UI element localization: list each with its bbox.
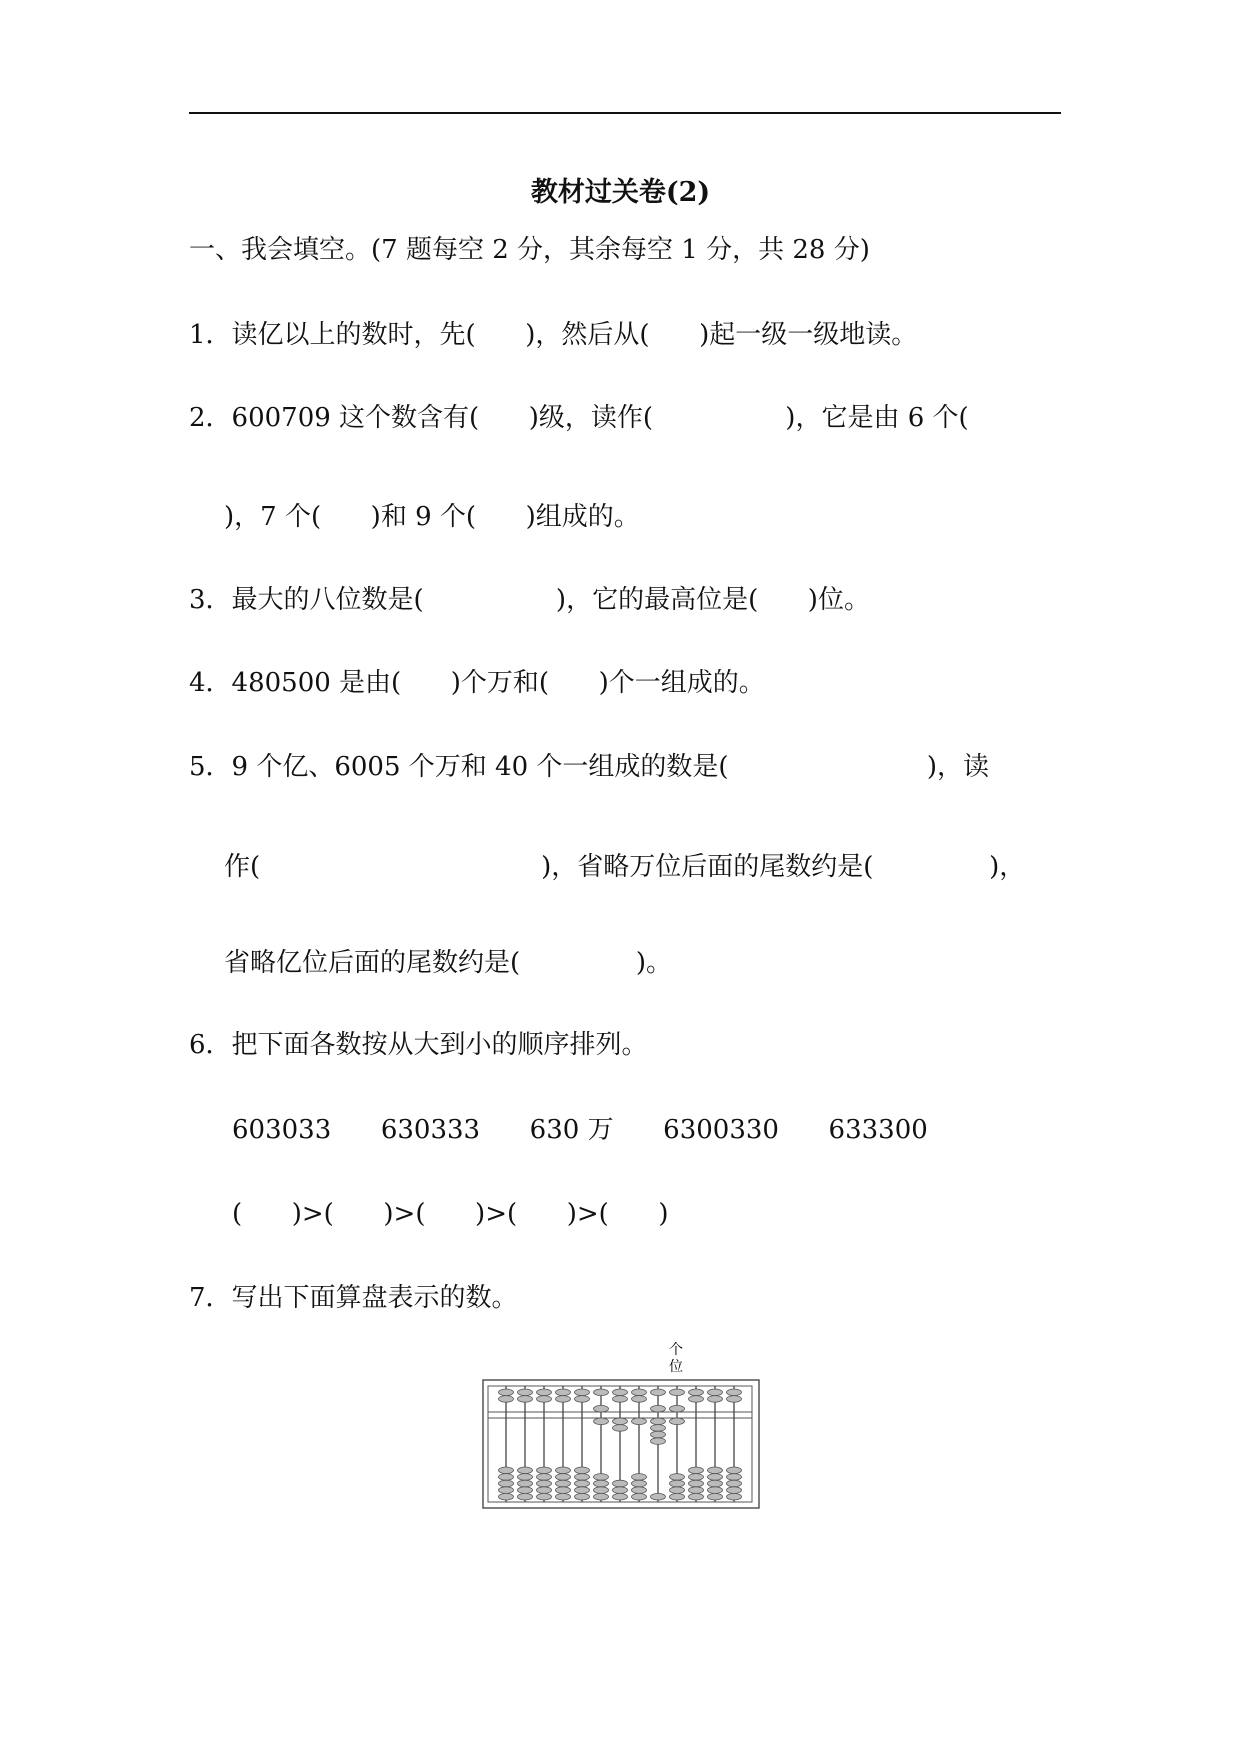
abacus-upper-bead: [670, 1405, 685, 1412]
abacus-upper-bead: [651, 1389, 666, 1396]
abacus-upper-bead: [499, 1396, 514, 1403]
abacus-lower-bead: [575, 1467, 590, 1474]
abacus-lower-bead: [575, 1487, 590, 1494]
abacus-lower-bead: [556, 1493, 571, 1500]
section-heading: 一、我会填空。(7 题每空 2 分，其余每空 1 分，共 28 分): [189, 235, 870, 265]
abacus-lower-bead: [613, 1493, 628, 1500]
abacus-lower-bead: [632, 1480, 647, 1487]
abacus-upper-bead: [499, 1389, 514, 1396]
abacus-upper-bead: [727, 1389, 742, 1396]
abacus-lower-bead: [670, 1493, 685, 1500]
abacus-upper-bead: [708, 1396, 723, 1403]
ones-place-label-bottom: 位: [669, 1359, 683, 1375]
abacus-upper-bead: [518, 1396, 533, 1403]
abacus-upper-bead: [518, 1389, 533, 1396]
abacus-lower-bead: [689, 1480, 704, 1487]
abacus-lower-bead: [689, 1467, 704, 1474]
abacus-lower-bead: [708, 1480, 723, 1487]
abacus-lower-bead: [594, 1487, 609, 1494]
question-6-order-blanks: ( )>( )>( )>( )>( ): [232, 1199, 669, 1229]
abacus-lower-bead: [689, 1493, 704, 1500]
abacus-upper-bead: [651, 1405, 666, 1412]
question-5-cont2: 省略亿位后面的尾数约是( )。: [224, 948, 672, 978]
abacus-lower-bead: [613, 1487, 628, 1494]
abacus-lower-bead: [727, 1480, 742, 1487]
abacus-lower-bead: [556, 1467, 571, 1474]
question-4: 4．480500 是由( )个万和( )个一组成的。: [189, 668, 765, 698]
abacus-lower-bead: [594, 1493, 609, 1500]
abacus-upper-bead: [670, 1389, 685, 1396]
abacus-lower-bead: [727, 1487, 742, 1494]
abacus-lower-bead: [499, 1480, 514, 1487]
abacus-upper-bead: [556, 1389, 571, 1396]
header-rule: [189, 112, 1061, 114]
abacus-lower-bead: [689, 1487, 704, 1494]
abacus-lower-bead: [575, 1474, 590, 1481]
question-2: 2．600709 这个数含有( )级，读作( )，它是由 6 个(: [189, 403, 969, 433]
abacus-lower-bead: [708, 1474, 723, 1481]
abacus-lower-bead: [594, 1474, 609, 1481]
abacus-lower-bead: [670, 1418, 685, 1425]
question-6-numbers: 603033 630333 630 万 6300330 633300: [232, 1115, 928, 1145]
question-1: 1．读亿以上的数时，先( )，然后从( )起一级一级地读。: [189, 320, 918, 350]
question-2-cont: )，7 个( )和 9 个( )组成的。: [224, 502, 640, 532]
abacus-lower-bead: [651, 1418, 666, 1425]
abacus-upper-bead: [537, 1396, 552, 1403]
page-title: 教材过关卷(2): [530, 177, 711, 208]
question-5: 5．9 个亿、6005 个万和 40 个一组成的数是( )，读: [189, 752, 990, 782]
abacus-lower-bead: [518, 1487, 533, 1494]
abacus-lower-bead: [651, 1438, 666, 1445]
abacus-upper-bead: [594, 1405, 609, 1412]
abacus-lower-bead: [518, 1480, 533, 1487]
abacus-lower-bead: [499, 1487, 514, 1494]
abacus-upper-bead: [727, 1396, 742, 1403]
abacus-lower-bead: [708, 1487, 723, 1494]
abacus-lower-bead: [613, 1425, 628, 1432]
question-3: 3．最大的八位数是( )，它的最高位是( )位。: [189, 585, 870, 615]
abacus-lower-bead: [556, 1487, 571, 1494]
abacus-lower-bead: [632, 1418, 647, 1425]
abacus-upper-bead: [575, 1389, 590, 1396]
abacus-lower-bead: [518, 1493, 533, 1500]
ones-place-label-top: 个: [669, 1342, 683, 1358]
abacus-upper-bead: [556, 1396, 571, 1403]
abacus-upper-bead: [575, 1396, 590, 1403]
abacus-upper-bead: [689, 1396, 704, 1403]
abacus-lower-bead: [708, 1467, 723, 1474]
abacus-lower-bead: [537, 1467, 552, 1474]
abacus-lower-bead: [651, 1493, 666, 1500]
abacus-upper-bead: [689, 1389, 704, 1396]
abacus-lower-bead: [556, 1474, 571, 1481]
question-6: 6．把下面各数按从大到小的顺序排列。: [189, 1030, 648, 1060]
abacus-lower-bead: [708, 1493, 723, 1500]
abacus-lower-bead: [594, 1418, 609, 1425]
abacus-lower-bead: [670, 1474, 685, 1481]
abacus-lower-bead: [632, 1487, 647, 1494]
abacus-lower-bead: [727, 1474, 742, 1481]
abacus-upper-bead: [632, 1389, 647, 1396]
abacus-lower-bead: [632, 1493, 647, 1500]
abacus-lower-bead: [632, 1474, 647, 1481]
abacus-lower-bead: [575, 1480, 590, 1487]
abacus-lower-bead: [670, 1480, 685, 1487]
abacus-lower-bead: [537, 1493, 552, 1500]
abacus-lower-bead: [594, 1480, 609, 1487]
abacus-upper-bead: [613, 1389, 628, 1396]
abacus-upper-bead: [537, 1389, 552, 1396]
abacus-lower-bead: [499, 1493, 514, 1500]
abacus-upper-bead: [594, 1389, 609, 1396]
abacus-lower-bead: [537, 1480, 552, 1487]
abacus-lower-bead: [537, 1474, 552, 1481]
abacus-lower-bead: [518, 1467, 533, 1474]
abacus-lower-bead: [613, 1480, 628, 1487]
abacus-lower-bead: [651, 1425, 666, 1432]
abacus-lower-bead: [670, 1487, 685, 1494]
question-7: 7．写出下面算盘表示的数。: [189, 1283, 518, 1313]
abacus-lower-bead: [518, 1474, 533, 1481]
abacus-lower-bead: [613, 1418, 628, 1425]
abacus-upper-bead: [632, 1396, 647, 1403]
abacus-figure: [470, 1340, 790, 1530]
abacus-lower-bead: [499, 1467, 514, 1474]
abacus-lower-bead: [537, 1487, 552, 1494]
abacus-upper-bead: [613, 1396, 628, 1403]
abacus-lower-bead: [727, 1467, 742, 1474]
abacus-upper-bead: [708, 1389, 723, 1396]
abacus-lower-bead: [556, 1480, 571, 1487]
abacus-lower-bead: [689, 1474, 704, 1481]
question-5-cont: 作( )，省略万位后面的尾数约是( )，: [224, 852, 1026, 882]
abacus-lower-bead: [575, 1493, 590, 1500]
abacus-lower-bead: [727, 1493, 742, 1500]
abacus-lower-bead: [499, 1474, 514, 1481]
abacus-lower-bead: [651, 1431, 666, 1438]
